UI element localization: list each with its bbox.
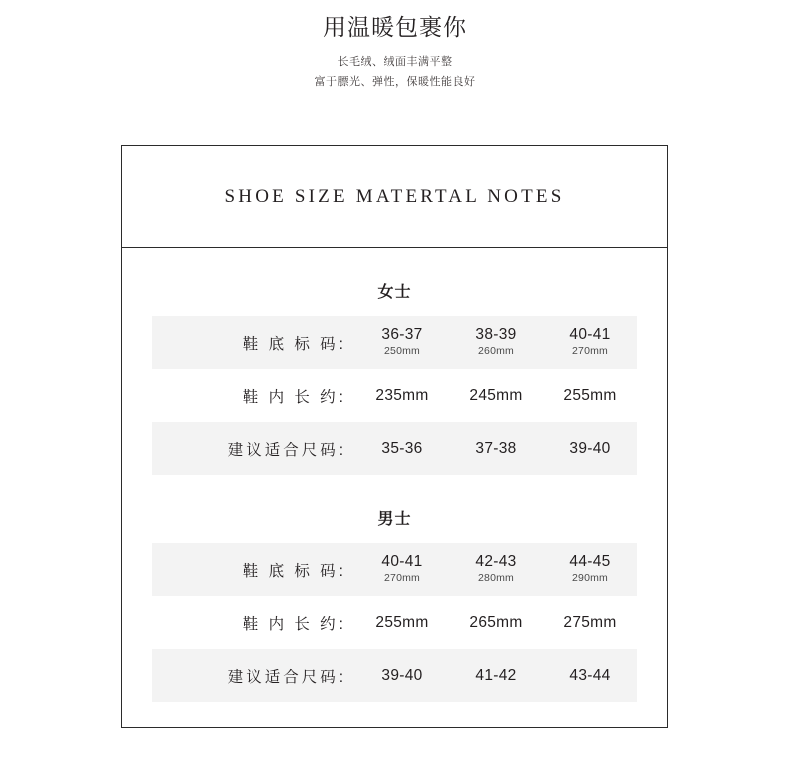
row-label: 鞋 内 长 约: (242, 615, 346, 633)
cell-value: 39-40 (569, 439, 611, 457)
table-cell (449, 543, 543, 596)
table-cell (449, 422, 543, 475)
page-title: 用温暖包裹你 (323, 14, 467, 40)
size-table-women (152, 316, 637, 475)
page-header (0, 0, 790, 93)
table-cell (543, 543, 637, 596)
table-cell (355, 649, 449, 702)
cell-value: 39-40 (381, 666, 423, 684)
table-cell (355, 596, 449, 649)
section-title-men: 男士 (377, 511, 412, 528)
cell-subvalue: 270mm (383, 571, 420, 584)
size-chart-heading: SHOE SIZE MATERTAL NOTES (224, 185, 565, 207)
table-cell (355, 369, 449, 422)
size-chart-body (122, 279, 667, 702)
cell-value: 37-38 (475, 439, 517, 457)
table-row (152, 316, 637, 369)
cell-subvalue: 280mm (477, 571, 514, 584)
size-table-men (152, 543, 637, 702)
table-cell (543, 649, 637, 702)
cell-value: 255mm (563, 386, 617, 404)
cell-value: 44-45 (569, 552, 611, 570)
row-label: 鞋 内 长 约: (242, 388, 346, 406)
cell-subvalue: 250mm (383, 344, 420, 357)
size-chart-card (121, 145, 668, 728)
cell-value: 42-43 (475, 552, 517, 570)
page-subtitle-line-2: 富于膘光、弹性，保暖性能良好 (314, 76, 476, 89)
cell-value: 40-41 (381, 552, 423, 570)
table-row (152, 369, 637, 422)
cell-value: 41-42 (475, 666, 517, 684)
cell-value: 38-39 (475, 325, 517, 343)
table-cell (543, 316, 637, 369)
cell-value: 40-41 (569, 325, 611, 343)
table-row (152, 596, 637, 649)
table-cell (355, 543, 449, 596)
table-cell (543, 596, 637, 649)
cell-value: 265mm (469, 613, 523, 631)
cell-value: 235mm (375, 386, 429, 404)
table-cell (449, 649, 543, 702)
section-title-women: 女士 (377, 284, 412, 301)
table-row (152, 543, 637, 596)
table-cell (355, 316, 449, 369)
table-cell (355, 422, 449, 475)
table-cell (449, 596, 543, 649)
table-cell (543, 422, 637, 475)
row-label: 鞋 底 标 码: (152, 543, 355, 596)
cell-value: 245mm (469, 386, 523, 404)
table-cell (543, 369, 637, 422)
size-chart-card-header (122, 146, 667, 248)
table-row (152, 649, 637, 702)
table-cell (449, 369, 543, 422)
row-label: 鞋 底 标 码: (152, 316, 355, 369)
cell-subvalue: 260mm (477, 344, 514, 357)
cell-subvalue: 290mm (571, 571, 608, 584)
row-label: 建议适合尺码: (152, 649, 355, 702)
cell-subvalue: 270mm (571, 344, 608, 357)
page-subtitle-line-1: 长毛绒、绒面丰满平整 (337, 55, 453, 68)
cell-value: 36-37 (381, 325, 423, 343)
row-label: 建议适合尺码: (152, 422, 355, 475)
cell-value: 275mm (563, 613, 617, 631)
cell-value: 255mm (375, 613, 429, 631)
cell-value: 43-44 (569, 666, 611, 684)
table-row (152, 422, 637, 475)
table-cell (449, 316, 543, 369)
cell-value: 35-36 (381, 439, 423, 457)
page-subtitle (0, 52, 790, 94)
